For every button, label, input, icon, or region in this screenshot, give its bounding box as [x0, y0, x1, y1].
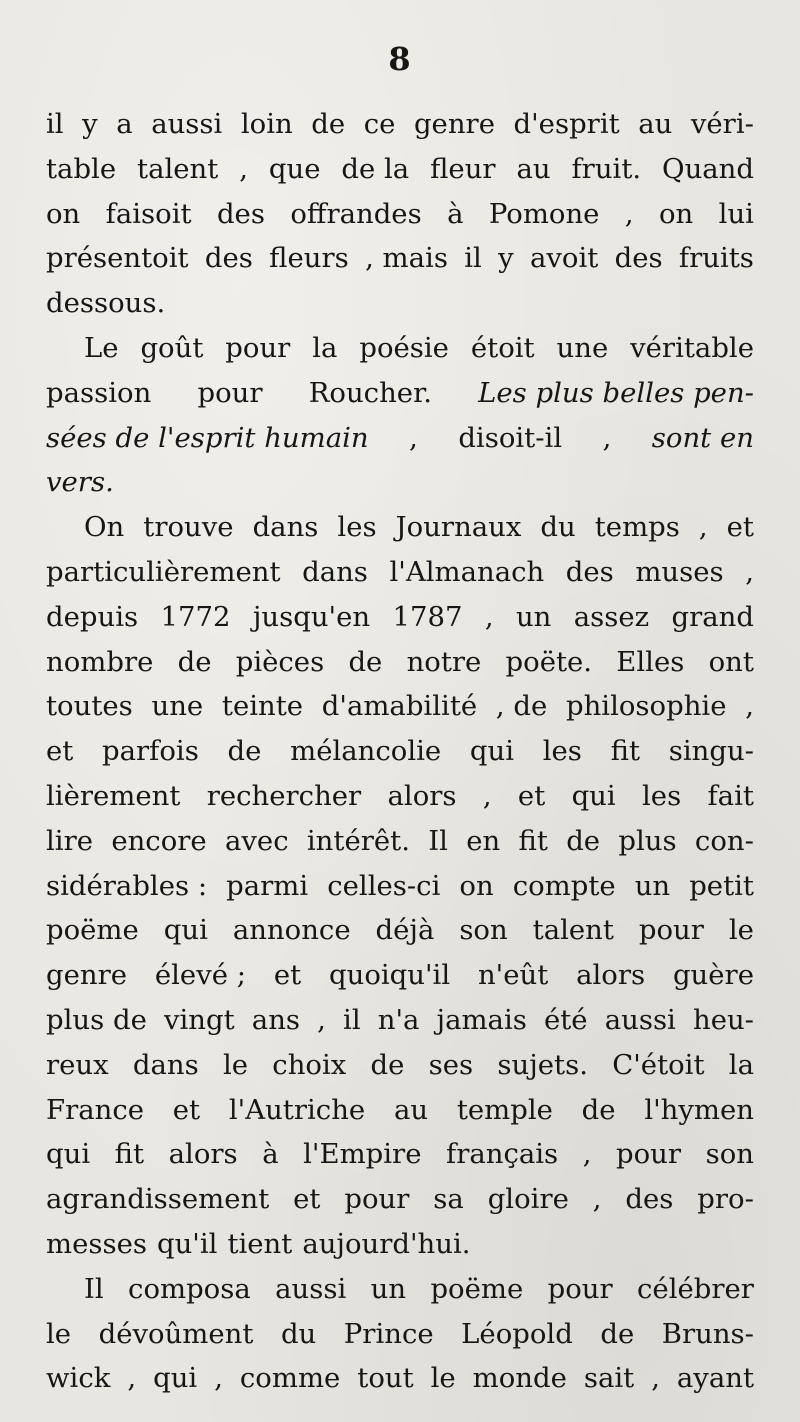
body-text	[46, 102, 754, 1401]
word: reux	[46, 1048, 109, 1081]
word: heu-	[692, 1003, 754, 1036]
word: élevé ;	[154, 959, 247, 992]
word: Pomone	[488, 197, 600, 230]
word: et	[172, 1093, 201, 1126]
word: au	[638, 108, 673, 140]
word: qui	[571, 779, 616, 812]
text-line	[46, 1312, 754, 1357]
word: ,	[582, 1138, 592, 1171]
word: petit	[689, 869, 754, 902]
word: plus de	[46, 1003, 147, 1036]
text-line	[46, 1177, 754, 1222]
word: pro-	[697, 1183, 754, 1216]
word: sées de l'esprit humain	[46, 421, 369, 454]
word: alors	[387, 779, 457, 812]
word: des	[216, 197, 265, 230]
word: ,	[482, 779, 492, 812]
word: ,	[409, 421, 418, 454]
word: faisoit	[105, 197, 192, 230]
paragraph	[46, 326, 754, 505]
word: Les plus belles pen-	[478, 376, 754, 409]
text-line	[46, 1356, 754, 1401]
word: dans	[302, 555, 368, 588]
word: de la	[341, 152, 410, 185]
word: n'a	[377, 1003, 420, 1036]
text-line	[46, 102, 754, 147]
word: qui	[46, 1138, 91, 1171]
page-number: 8	[388, 40, 412, 78]
text-line	[46, 864, 754, 909]
word: un	[515, 600, 552, 633]
word: vers.	[46, 466, 114, 499]
word: poëte.	[505, 645, 593, 678]
word: poëme	[430, 1272, 524, 1305]
word: l'Empire	[303, 1138, 422, 1171]
word: et	[46, 735, 74, 768]
word: avoit	[529, 242, 599, 275]
word: qui	[153, 1362, 198, 1395]
word: particulièrement	[46, 555, 281, 588]
word: talent	[532, 914, 614, 947]
text-line	[46, 1088, 754, 1133]
word: celles-ci	[327, 869, 441, 902]
word: goût	[140, 331, 204, 364]
word: gloire	[487, 1183, 569, 1216]
word: le	[46, 1317, 72, 1350]
word: depuis	[46, 600, 139, 633]
word: fleur	[430, 152, 496, 185]
word: tient	[227, 1227, 293, 1260]
word: sa	[433, 1183, 464, 1216]
word: passion	[46, 376, 152, 409]
word: table	[46, 152, 117, 185]
word: ce	[363, 108, 396, 140]
paragraph	[46, 1267, 754, 1401]
word: de	[370, 1048, 405, 1081]
word: offrandes	[290, 197, 422, 230]
word: sont en	[651, 421, 754, 454]
word: français	[446, 1138, 559, 1171]
text-line	[46, 640, 754, 685]
word: 1772	[160, 600, 231, 633]
word: déjà	[375, 914, 435, 947]
word: son	[459, 914, 508, 947]
word: avec	[224, 824, 289, 857]
word: messes	[46, 1227, 147, 1260]
word: intérêt.	[306, 824, 410, 857]
word: pour	[225, 331, 291, 364]
word: ont	[708, 645, 754, 678]
word: véri-	[690, 108, 754, 140]
word: alors	[576, 959, 646, 992]
word: comme	[239, 1362, 341, 1395]
word: des	[204, 242, 253, 275]
word: composa	[128, 1272, 251, 1305]
word: ,	[624, 197, 634, 230]
text-line	[46, 1222, 754, 1267]
word: 1787	[392, 600, 463, 633]
word: Roucher.	[308, 376, 432, 409]
word: poésie	[359, 331, 449, 364]
word: On	[84, 511, 125, 544]
word: pièces	[235, 645, 325, 678]
text-line	[46, 774, 754, 819]
word: de	[348, 645, 383, 678]
word: disoit-il	[458, 421, 563, 454]
word: des	[565, 555, 614, 588]
text-line	[46, 147, 754, 192]
word: célébrer	[637, 1272, 754, 1305]
word: au	[393, 1093, 429, 1126]
word: des	[625, 1183, 674, 1216]
word: les	[542, 735, 582, 768]
word: lui	[718, 197, 754, 230]
text-line	[46, 460, 754, 505]
word: ,	[127, 1362, 137, 1395]
word: teinte	[221, 690, 304, 723]
text-line	[46, 729, 754, 774]
word: et	[273, 959, 302, 992]
word: de	[311, 108, 346, 140]
word: n'eût	[477, 959, 549, 992]
word: à	[262, 1138, 279, 1171]
word: du	[280, 1317, 317, 1350]
word: annonce	[232, 914, 351, 947]
word: que	[268, 152, 321, 185]
word: de	[600, 1317, 635, 1350]
word: la	[728, 1048, 754, 1081]
word: et	[726, 511, 754, 544]
word: Le	[84, 331, 119, 364]
word: pour	[638, 914, 704, 947]
word: ,	[602, 421, 612, 454]
text-line	[46, 192, 754, 237]
word: ,	[592, 1183, 602, 1216]
word: les	[642, 779, 682, 812]
word: de	[227, 735, 262, 768]
paragraph	[46, 505, 754, 1267]
word: notre	[406, 645, 482, 678]
word: , mais	[365, 242, 448, 275]
word: son	[705, 1138, 754, 1171]
word: sujets.	[497, 1048, 588, 1081]
word: muses	[635, 555, 724, 588]
word: l'Autriche	[228, 1093, 366, 1126]
text-line	[46, 953, 754, 998]
text-line	[46, 1267, 754, 1312]
word: jusqu'en	[252, 600, 371, 633]
word: Bruns-	[661, 1317, 754, 1350]
word: au	[516, 152, 551, 185]
word: l'Almanach	[389, 555, 545, 588]
word: philosophie	[565, 690, 727, 723]
word: jamais	[436, 1003, 527, 1036]
word: wick	[46, 1362, 111, 1395]
word: compte	[512, 869, 616, 902]
word: la	[312, 331, 338, 364]
text-line	[46, 371, 754, 416]
word: du	[540, 511, 576, 544]
word: aussi	[275, 1272, 347, 1305]
word: nombre	[46, 645, 154, 678]
word: d'esprit	[513, 108, 620, 140]
word: ,	[698, 511, 708, 544]
word: ,	[214, 1362, 223, 1395]
word: Il	[84, 1272, 104, 1305]
word: le	[728, 914, 754, 947]
word: dévoûment	[98, 1317, 254, 1350]
word: l'hymen	[644, 1093, 754, 1126]
text-line	[46, 1132, 754, 1177]
word: Léopold	[461, 1317, 573, 1350]
word: mélancolie	[290, 735, 442, 768]
word: fit	[114, 1138, 145, 1171]
word: a	[116, 108, 133, 140]
word: de	[177, 645, 212, 678]
word: fait	[707, 779, 754, 812]
word: ,	[745, 690, 754, 723]
word: pour	[616, 1138, 682, 1171]
word: Elles	[616, 645, 685, 678]
word: temple	[456, 1093, 553, 1126]
word: Quand	[662, 152, 754, 185]
word: qu'il	[156, 1227, 218, 1260]
word: un	[370, 1272, 407, 1305]
text-line	[46, 236, 754, 281]
word: ,	[745, 555, 754, 588]
text-line	[46, 908, 754, 953]
word: véritable	[630, 331, 754, 364]
word: aujourd'hui.	[302, 1227, 471, 1260]
word: toutes	[46, 690, 133, 723]
text-line	[46, 281, 754, 326]
text-line	[46, 416, 754, 461]
word: y	[82, 108, 98, 140]
text-line	[46, 1043, 754, 1088]
word: des	[614, 242, 663, 275]
word: sait	[583, 1362, 635, 1395]
word: en	[466, 824, 501, 857]
word: une	[556, 331, 609, 364]
word: ans	[251, 1003, 301, 1036]
word: poëme	[46, 914, 139, 947]
word: aussi	[604, 1003, 676, 1036]
word: d'amabilité	[321, 690, 478, 723]
word: plus	[618, 824, 677, 857]
word: quoiqu'il	[329, 959, 451, 992]
word: pour	[344, 1183, 410, 1216]
word: ,	[651, 1362, 660, 1395]
word: Journaux	[395, 511, 522, 544]
text-line	[46, 550, 754, 595]
word: ,	[484, 600, 494, 633]
word: de	[581, 1093, 616, 1126]
word: dessous.	[46, 287, 166, 320]
word: encore	[111, 824, 207, 857]
word: choix	[272, 1048, 347, 1081]
word: de	[566, 824, 601, 857]
word: guère	[672, 959, 754, 992]
word: temps	[594, 511, 680, 544]
text-line	[46, 819, 754, 864]
paragraph	[46, 102, 754, 326]
word: monde	[472, 1362, 567, 1395]
word: pour	[197, 376, 263, 409]
word: on	[459, 869, 494, 902]
word: trouve	[143, 511, 234, 544]
word: tout	[357, 1362, 414, 1395]
word: parfois	[102, 735, 199, 768]
word: Il	[428, 824, 448, 857]
word: qui	[469, 735, 515, 768]
word: pour	[547, 1272, 613, 1305]
word: ayant	[676, 1362, 754, 1395]
word: fit	[610, 735, 641, 768]
word: ,	[239, 152, 248, 185]
word: singu-	[668, 735, 754, 768]
word: à	[447, 197, 464, 230]
text-line	[46, 505, 754, 550]
word: le	[430, 1362, 456, 1395]
word: genre	[46, 959, 128, 992]
word: été	[543, 1003, 588, 1036]
word: lire	[46, 824, 94, 857]
word: Prince	[343, 1317, 434, 1350]
word: parmi	[226, 869, 309, 902]
word: lièrement	[46, 779, 181, 812]
word: fruit.	[571, 152, 642, 185]
word: présentoit	[46, 242, 189, 275]
word: France	[46, 1093, 145, 1126]
word: un	[634, 869, 671, 902]
word: il	[343, 1003, 361, 1036]
word: rechercher	[206, 779, 362, 812]
word: les	[337, 511, 377, 544]
word: dans	[252, 511, 319, 544]
word: agrandissement	[46, 1183, 270, 1216]
word: une	[151, 690, 204, 723]
word: fleurs	[269, 242, 349, 275]
word: il	[46, 108, 64, 140]
word: on	[46, 197, 81, 230]
word: genre	[413, 108, 495, 140]
text-line	[46, 326, 754, 371]
word: loin	[240, 108, 293, 140]
word: alors	[168, 1138, 238, 1171]
word: , de	[495, 690, 548, 723]
word: assez	[573, 600, 650, 633]
word: qui	[163, 914, 208, 947]
word: le	[222, 1048, 249, 1081]
word: fit	[518, 824, 548, 857]
word: y	[498, 242, 514, 275]
word: fruits	[678, 242, 754, 275]
word: grand	[671, 600, 754, 633]
word: ses	[428, 1048, 474, 1081]
text-line	[46, 684, 754, 729]
word: ,	[317, 1003, 326, 1036]
text-line	[46, 998, 754, 1043]
text-line	[46, 595, 754, 640]
word: C'étoit	[612, 1048, 705, 1081]
word: aussi	[151, 108, 223, 140]
word: con-	[694, 824, 754, 857]
word: il	[464, 242, 482, 275]
word: vingt	[163, 1003, 235, 1036]
word: étoit	[470, 331, 535, 364]
word: talent	[137, 152, 219, 185]
word: on	[658, 197, 694, 230]
word: sidérables :	[46, 869, 208, 902]
word: dans	[132, 1048, 199, 1081]
word: et	[293, 1183, 321, 1216]
word: et	[517, 779, 546, 812]
